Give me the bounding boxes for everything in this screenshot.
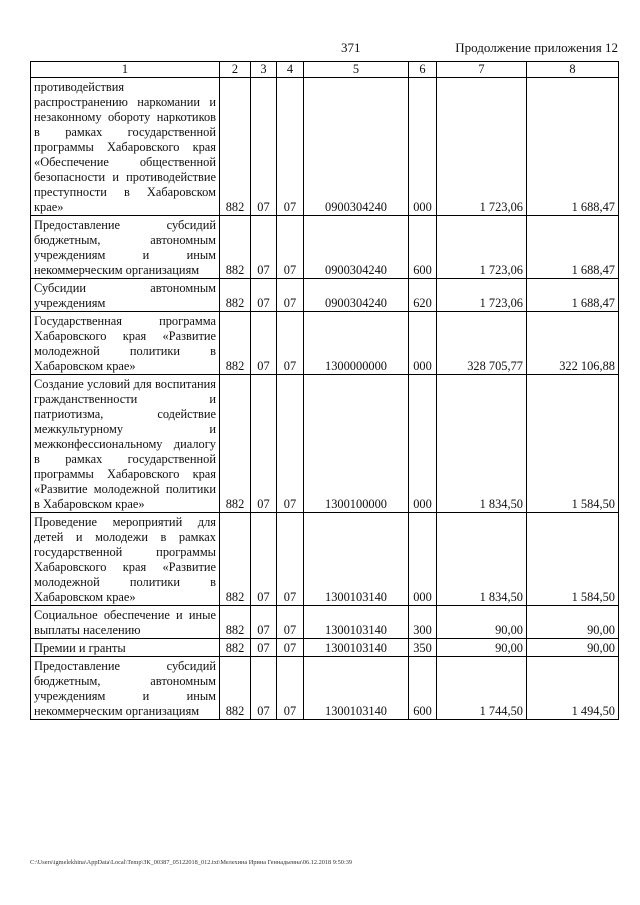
- table-row: [31, 513, 619, 606]
- row-section: 07: [251, 279, 277, 312]
- table-row: [31, 375, 619, 513]
- row-section: 07: [251, 216, 277, 279]
- row-subsection: 07: [277, 639, 304, 657]
- row-code: 882: [220, 279, 251, 312]
- row-amount-1: 1 834,50: [437, 513, 527, 606]
- row-amount-1: 90,00: [437, 606, 527, 639]
- row-amount-1: 328 705,77: [437, 312, 527, 375]
- column-header: 6: [409, 62, 437, 78]
- row-name: Предоставление субсидий бюджетным, автономным учреждениям и иным некоммерческим организациям: [31, 216, 220, 279]
- row-target: 1300100000: [304, 375, 409, 513]
- row-amount-2: 1 688,47: [527, 216, 619, 279]
- row-amount-2: 1 584,50: [527, 513, 619, 606]
- row-amount-1: 1 723,06: [437, 279, 527, 312]
- row-name: Предоставление субсидий бюджетным, автономным учреждениям и иным некоммерческим организациям: [31, 657, 220, 720]
- row-section: 07: [251, 657, 277, 720]
- row-code: 882: [220, 216, 251, 279]
- row-type: 600: [409, 657, 437, 720]
- column-header: 1: [31, 62, 220, 78]
- table-row: [31, 216, 619, 279]
- row-type: 000: [409, 78, 437, 216]
- row-code: 882: [220, 657, 251, 720]
- table-row: [31, 639, 619, 657]
- budget-table: [30, 61, 619, 720]
- page-number: 371: [341, 40, 361, 55]
- column-header: 4: [277, 62, 304, 78]
- column-header: 5: [304, 62, 409, 78]
- row-code: 882: [220, 606, 251, 639]
- row-subsection: 07: [277, 312, 304, 375]
- row-type: 000: [409, 312, 437, 375]
- row-subsection: 07: [277, 279, 304, 312]
- row-name: противодействия распространению наркомании и незаконному обороту наркотиков в рамках государственной программы Хабаровского края «Обеспечение общественной безопасности и противодействие преступности в Хабаровском крае»: [31, 78, 220, 216]
- row-type: 600: [409, 216, 437, 279]
- row-amount-2: 322 106,88: [527, 312, 619, 375]
- row-target: 0900304240: [304, 279, 409, 312]
- row-code: 882: [220, 639, 251, 657]
- row-section: 07: [251, 639, 277, 657]
- row-subsection: 07: [277, 216, 304, 279]
- row-name: Государственная программа Хабаровского края «Развитие молодежной политики в Хабаровском крае»: [31, 312, 220, 375]
- table-row: [31, 657, 619, 720]
- row-subsection: 07: [277, 375, 304, 513]
- row-target: 0900304240: [304, 78, 409, 216]
- row-amount-2: 1 688,47: [527, 279, 619, 312]
- row-section: 07: [251, 375, 277, 513]
- row-target: 1300000000: [304, 312, 409, 375]
- row-amount-2: 1 688,47: [527, 78, 619, 216]
- row-section: 07: [251, 513, 277, 606]
- row-subsection: 07: [277, 606, 304, 639]
- column-header: 7: [437, 62, 527, 78]
- row-type: 300: [409, 606, 437, 639]
- row-amount-2: 1 584,50: [527, 375, 619, 513]
- row-name: Социальное обеспечение и иные выплаты населению: [31, 606, 220, 639]
- column-header: 3: [251, 62, 277, 78]
- row-code: 882: [220, 375, 251, 513]
- row-name: Субсидии автономным учреждениям: [31, 279, 220, 312]
- row-type: 000: [409, 513, 437, 606]
- row-name: Премии и гранты: [31, 639, 220, 657]
- row-code: 882: [220, 312, 251, 375]
- footer-file-path: C:\Users\igmelekhina\AppData\Local\Temp\ЗК_00387_05122018_012.txt\Мелехина Ирина Геннадьевна\06.12.2018 9:50:39: [30, 859, 352, 866]
- row-name: Создание условий для воспитания гражданственности и патриотизма, содействие межкультурному и межконфессиональному диалогу в рамках государственной программы Хабаровского края «Развитие молодежной политики в Хабаровском крае»: [31, 375, 220, 513]
- row-section: 07: [251, 312, 277, 375]
- row-subsection: 07: [277, 513, 304, 606]
- row-target: 1300103140: [304, 513, 409, 606]
- row-code: 882: [220, 78, 251, 216]
- table-row: [31, 279, 619, 312]
- row-amount-1: 1 834,50: [437, 375, 527, 513]
- row-section: 07: [251, 78, 277, 216]
- row-amount-1: 1 744,50: [437, 657, 527, 720]
- appendix-label: Продолжение приложения 12: [455, 40, 618, 55]
- column-header: 8: [527, 62, 619, 78]
- row-amount-1: 90,00: [437, 639, 527, 657]
- row-amount-2: 1 494,50: [527, 657, 619, 720]
- table-row: [31, 78, 619, 216]
- column-header: 2: [220, 62, 251, 78]
- row-name: Проведение мероприятий для детей и молодежи в рамках государственной программы Хабаровского края «Развитие молодежной политики в Хабаровском крае»: [31, 513, 220, 606]
- row-amount-2: 90,00: [527, 639, 619, 657]
- row-target: 1300103140: [304, 606, 409, 639]
- row-type: 350: [409, 639, 437, 657]
- row-amount-1: 1 723,06: [437, 216, 527, 279]
- row-code: 882: [220, 513, 251, 606]
- header-row: [31, 62, 619, 78]
- table-row: [31, 312, 619, 375]
- row-target: 1300103140: [304, 639, 409, 657]
- row-subsection: 07: [277, 78, 304, 216]
- row-amount-2: 90,00: [527, 606, 619, 639]
- row-amount-1: 1 723,06: [437, 78, 527, 216]
- row-section: 07: [251, 606, 277, 639]
- table-row: [31, 606, 619, 639]
- row-type: 620: [409, 279, 437, 312]
- row-type: 000: [409, 375, 437, 513]
- row-target: 1300103140: [304, 657, 409, 720]
- row-subsection: 07: [277, 657, 304, 720]
- row-target: 0900304240: [304, 216, 409, 279]
